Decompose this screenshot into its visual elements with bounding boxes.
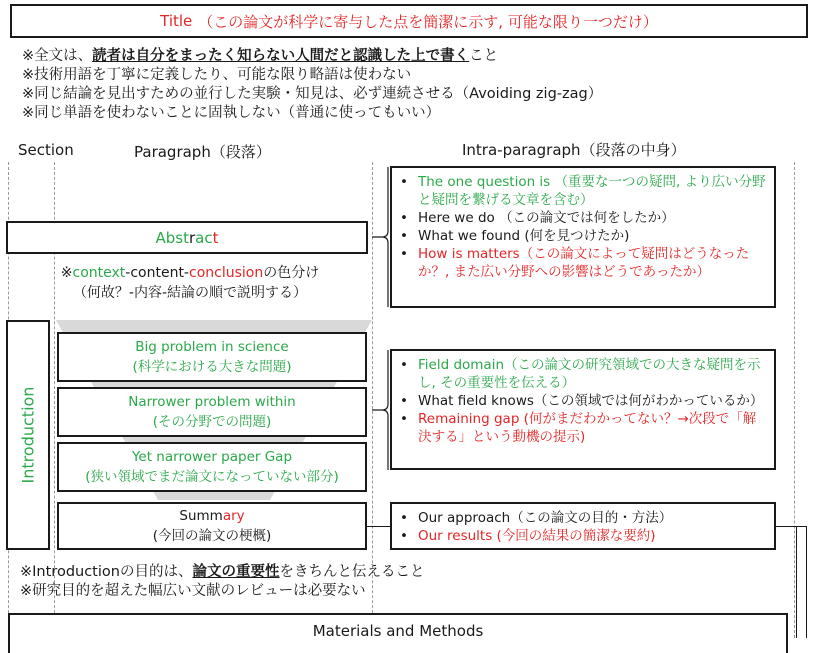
introduction-intra-box <box>390 349 776 470</box>
list-item: • Our approach（この論文の目的・方法） <box>392 509 768 527</box>
abstract-intra-box <box>390 166 776 308</box>
title-box <box>10 4 808 38</box>
summary-intra-box <box>390 502 776 550</box>
column-guide <box>794 162 795 638</box>
intro-box-paper-gap: Yet narrower paper Gap (狭い領域でまだ論文になっていない部分) <box>57 442 367 492</box>
introduction-bracket <box>368 340 392 490</box>
right-connector <box>776 526 806 527</box>
note-line: ※同じ単語を使わないことに固執しない（普通に使ってもいい） <box>22 105 441 121</box>
note-line: ※全文は、読者は自分をまったく知らない人間だと認識した上で書くこと <box>22 48 499 64</box>
list-item: • What field knows（この領域では何がわかっているか） <box>392 392 764 410</box>
header-section: Section <box>18 141 74 159</box>
introduction-section-box <box>6 320 50 550</box>
list-item: • How is matters（この論文によって疑問はどうなったか？, また広い分野への影響はどうであったか） <box>392 245 768 281</box>
abstract-box: Abst r ac t <box>6 221 368 254</box>
list-item: • What we found (何を見つけたか) <box>392 227 768 245</box>
header-paragraph: Paragraph（段落） <box>134 143 271 161</box>
note-line: ※研究目的を超えた幅広い文献のレビューは必要ない <box>20 583 366 599</box>
top-notes <box>22 47 602 123</box>
list-item: • Field domain（この論文の研究領域での大きな疑問を示し, その重要性を伝える） <box>392 356 764 392</box>
bottom-notes <box>20 563 424 601</box>
methods-box <box>8 613 788 653</box>
summary-connector <box>367 526 391 527</box>
note-line: ※技術用語を丁寧に定義したり、可能な限り略語は使わない <box>22 67 412 83</box>
intro-box-big-problem: Big problem in science (科学における大きな問題) <box>57 332 367 382</box>
note-line: ※同じ結論を見出すための並行した実験・知見は、必ず連続させる（Avoiding zig-zag） <box>22 86 603 102</box>
title-label: Title <box>160 12 193 30</box>
right-connector <box>806 526 807 638</box>
list-item: • Here we do （この論文では何をしたか） <box>392 209 768 227</box>
intro-box-narrower-problem: Narrower problem within (その分野での問題) <box>57 387 367 437</box>
abstract-color-note: ※context-content-conclusionの色分け （何故？-内容-結論の順で説明する） <box>60 265 320 301</box>
methods-label: Materials and Methods <box>312 622 484 640</box>
title-note: （この論文が科学に寄与した点を簡潔に示す, 可能な限り一つだけ） <box>198 12 658 31</box>
summary-box: Summary (今回の論文の梗概) <box>57 502 367 550</box>
header-intra: Intra-paragraph（段落の中身） <box>462 141 686 159</box>
list-item: • Our results (今回の結果の簡潔な要約) <box>392 527 768 545</box>
right-connector <box>796 526 797 638</box>
note-line: ※Introductionの目的は、論文の重要性をきちんと伝えること <box>20 564 425 580</box>
abstract-bracket <box>368 165 392 315</box>
list-item: • Remaining gap (何がまだわかってない？→次段で「解決する」という動機の提示) <box>392 410 764 446</box>
list-item: • The one question is （重要な一つの疑問, より広い分野と疑問を繋げる文章を含む） <box>392 173 768 209</box>
introduction-label: Introduction <box>18 386 38 484</box>
